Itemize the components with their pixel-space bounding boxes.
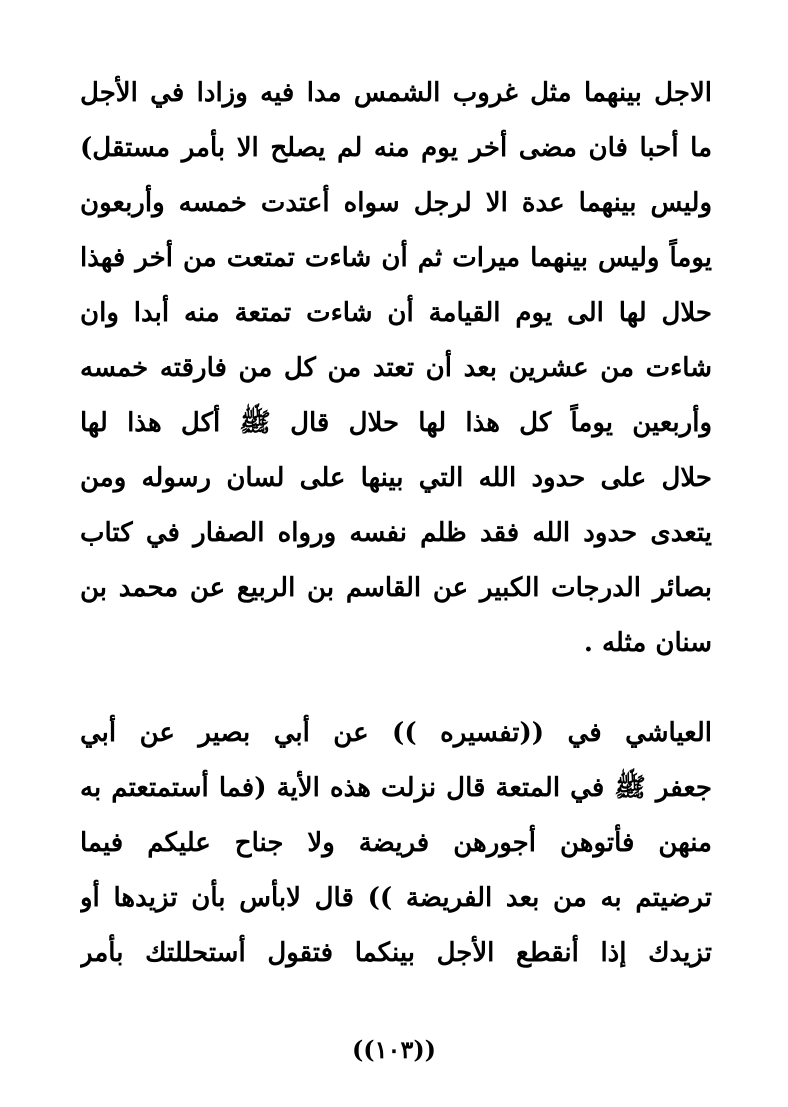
- text-line: وليس بينهما عدة الا لرجل سواه أعتدت خمسه وأربعون: [80, 188, 712, 218]
- text-line: حلال لها الى يوم القيامة أن شاءت تمتعة منه أبدا وان: [80, 298, 712, 328]
- text-line: بصائر الدرجات الكبير عن القاسم بن الربيع عن محمد بن: [80, 573, 712, 603]
- page-number: ((١٠٣)): [351, 1035, 437, 1064]
- paragraph-1: [80, 66, 712, 671]
- text-line: يتعدى حدود الله فقد ظلم نفسه ورواه الصفار في كتاب: [80, 518, 712, 548]
- text-line: ترضيتم به من بعد الفريضة )) قال لابأس بأن تزيدها أو: [80, 883, 712, 913]
- text-line: شاءت من عشرين بعد أن تعتد من كل من فارقته خمسه: [80, 353, 712, 383]
- text-line: العياشي في ((تفسيره )) عن أبي بصير عن أبي: [80, 718, 712, 748]
- text-line: جعفر ﷺ في المتعة قال نزلت هذه الأية (فما أستمتعتم به: [80, 773, 712, 803]
- text-line: ما أحبا فان مضى أخر يوم منه لم يصلح الا بأمر مستقل): [80, 133, 712, 163]
- text-line: يوماً وليس بينهما ميرات ثم أن شاءت تمتعت من أخر فهذا: [80, 243, 712, 273]
- paragraph-2: [80, 706, 712, 981]
- text-line: وأربعين يوماً كل هذا لها حلال قال ﷺ أكل هذا لها: [80, 408, 712, 438]
- text-line: سنان مثله .: [583, 628, 712, 658]
- text-line: حلال على حدود الله التي بينها على لسان رسوله ومن: [80, 463, 712, 493]
- text-line: منهن فأتوهن أجورهن فريضة ولا جناح عليكم فيما: [80, 828, 712, 858]
- text-line: تزيدك إذا أنقطع الأجل بينكما فتقول أستحللتك بأمر: [80, 938, 712, 968]
- text-line: الاجل بينهما مثل غروب الشمس مدا فيه وزادا في الأجل: [80, 78, 712, 108]
